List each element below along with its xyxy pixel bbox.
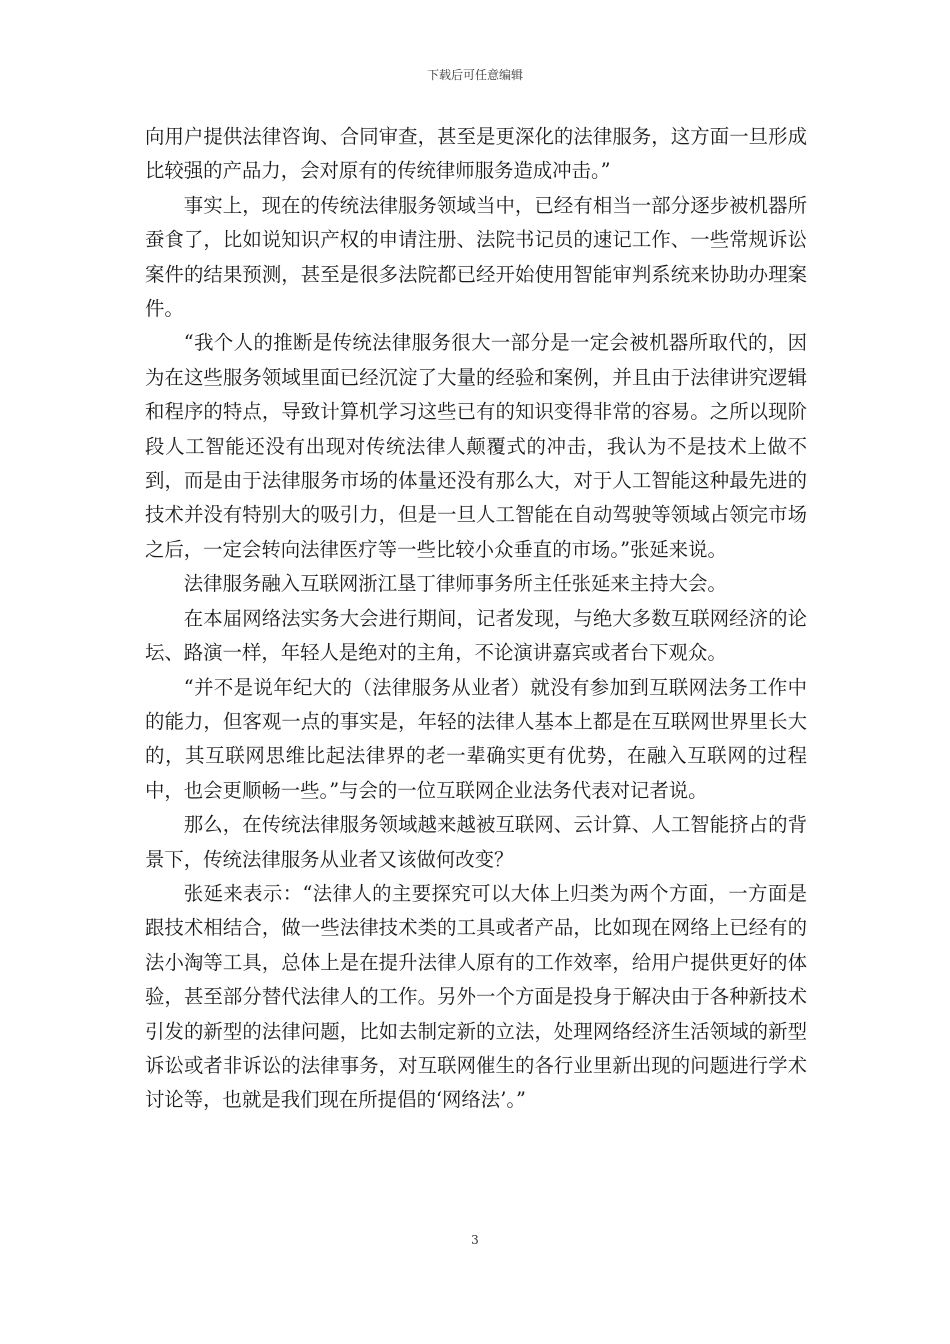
paragraph: 向用户提供法律咨询、合同审查，甚至是更深化的法律服务，这方面一旦形成比较强的产品力，会对原有的传统律师服务造成冲击。” (145, 125, 807, 183)
document-body (145, 120, 807, 1118)
paragraph: “并不是说年纪大的（法律服务从业者）就没有参加到互联网法务工作中的能力，但客观一点的事实是，年轻的法律人基本上都是在互联网世界里长大的，其互联网思维比起法律界的老一辈确实更有优势，在融入互联网的过程中，也会更顺畅一些。”与会的一位互联网企业法务代表对记者说。 (145, 675, 807, 802)
paragraph: 事实上，现在的传统法律服务领域当中，已经有相当一部分逐步被机器所蚕食了，比如说知识产权的申请注册、法院书记员的速记工作、一些常规诉讼案件的结果预测，甚至是很多法院都已经开始使用智能审判系统来协助办理案件。 (145, 193, 807, 321)
paragraph: 法律服务融入互联网浙江垦丁律师事务所主任张延来主持大会。 (183, 572, 727, 596)
paragraph: “我个人的推断是传统法律服务很大一部分是一定会被机器所取代的，因为在这些服务领域里面已经沉淀了大量的经验和案例，并且由于法律讲究逻辑和程序的特点，导致计算机学习这些已有的知识变得非常的容易。之所以现阶段人工智能还没有出现对传统法律人颠覆式的冲击，我认为不是技术上做不到，而是由于法律服务市场的体量还没有那么大，对于人工智能这种最先进的技术并没有特别大的吸引力，但是一旦人工智能在自动驾驶等领域占领完市场之后，一定会转向法律医疗等一些比较小众垂直的市场。”张延来说。 (145, 331, 807, 561)
paragraph: 张延来表示：“法律人的主要探究可以大体上归类为两个方面，一方面是跟技术相结合，做一些法律技术类的工具或者产品，比如现在网络上已经有的法小淘等工具，总体上是在提升法律人原有的工作效率，给用户提供更好的体验，甚至部分替代法律人的工作。另外一个方面是投身于解决由于各种新技术引发的新型的法律问题，比如去制定新的立法，处理网络经济生活领域的新型诉讼或者非诉讼的法律事务，对互联网催生的各行业里新出现的问题进行学术讨论等，也就是我们现在所提倡的‘网络法’。” (145, 881, 807, 1112)
paragraph: 在本届网络法实务大会进行期间，记者发现，与绝大多数互联网经济的论坛、路演一样，年轻人是绝对的主角，不论演讲嘉宾或者台下观众。 (145, 606, 807, 665)
page-number: 3 (471, 1233, 479, 1247)
paragraph: 那么，在传统法律服务领域越来越被互联网、云计算、人工智能挤占的背景下，传统法律服务从业者又该做何改变？ (145, 813, 807, 871)
page-header: 下载后可任意编辑 (426, 68, 523, 82)
